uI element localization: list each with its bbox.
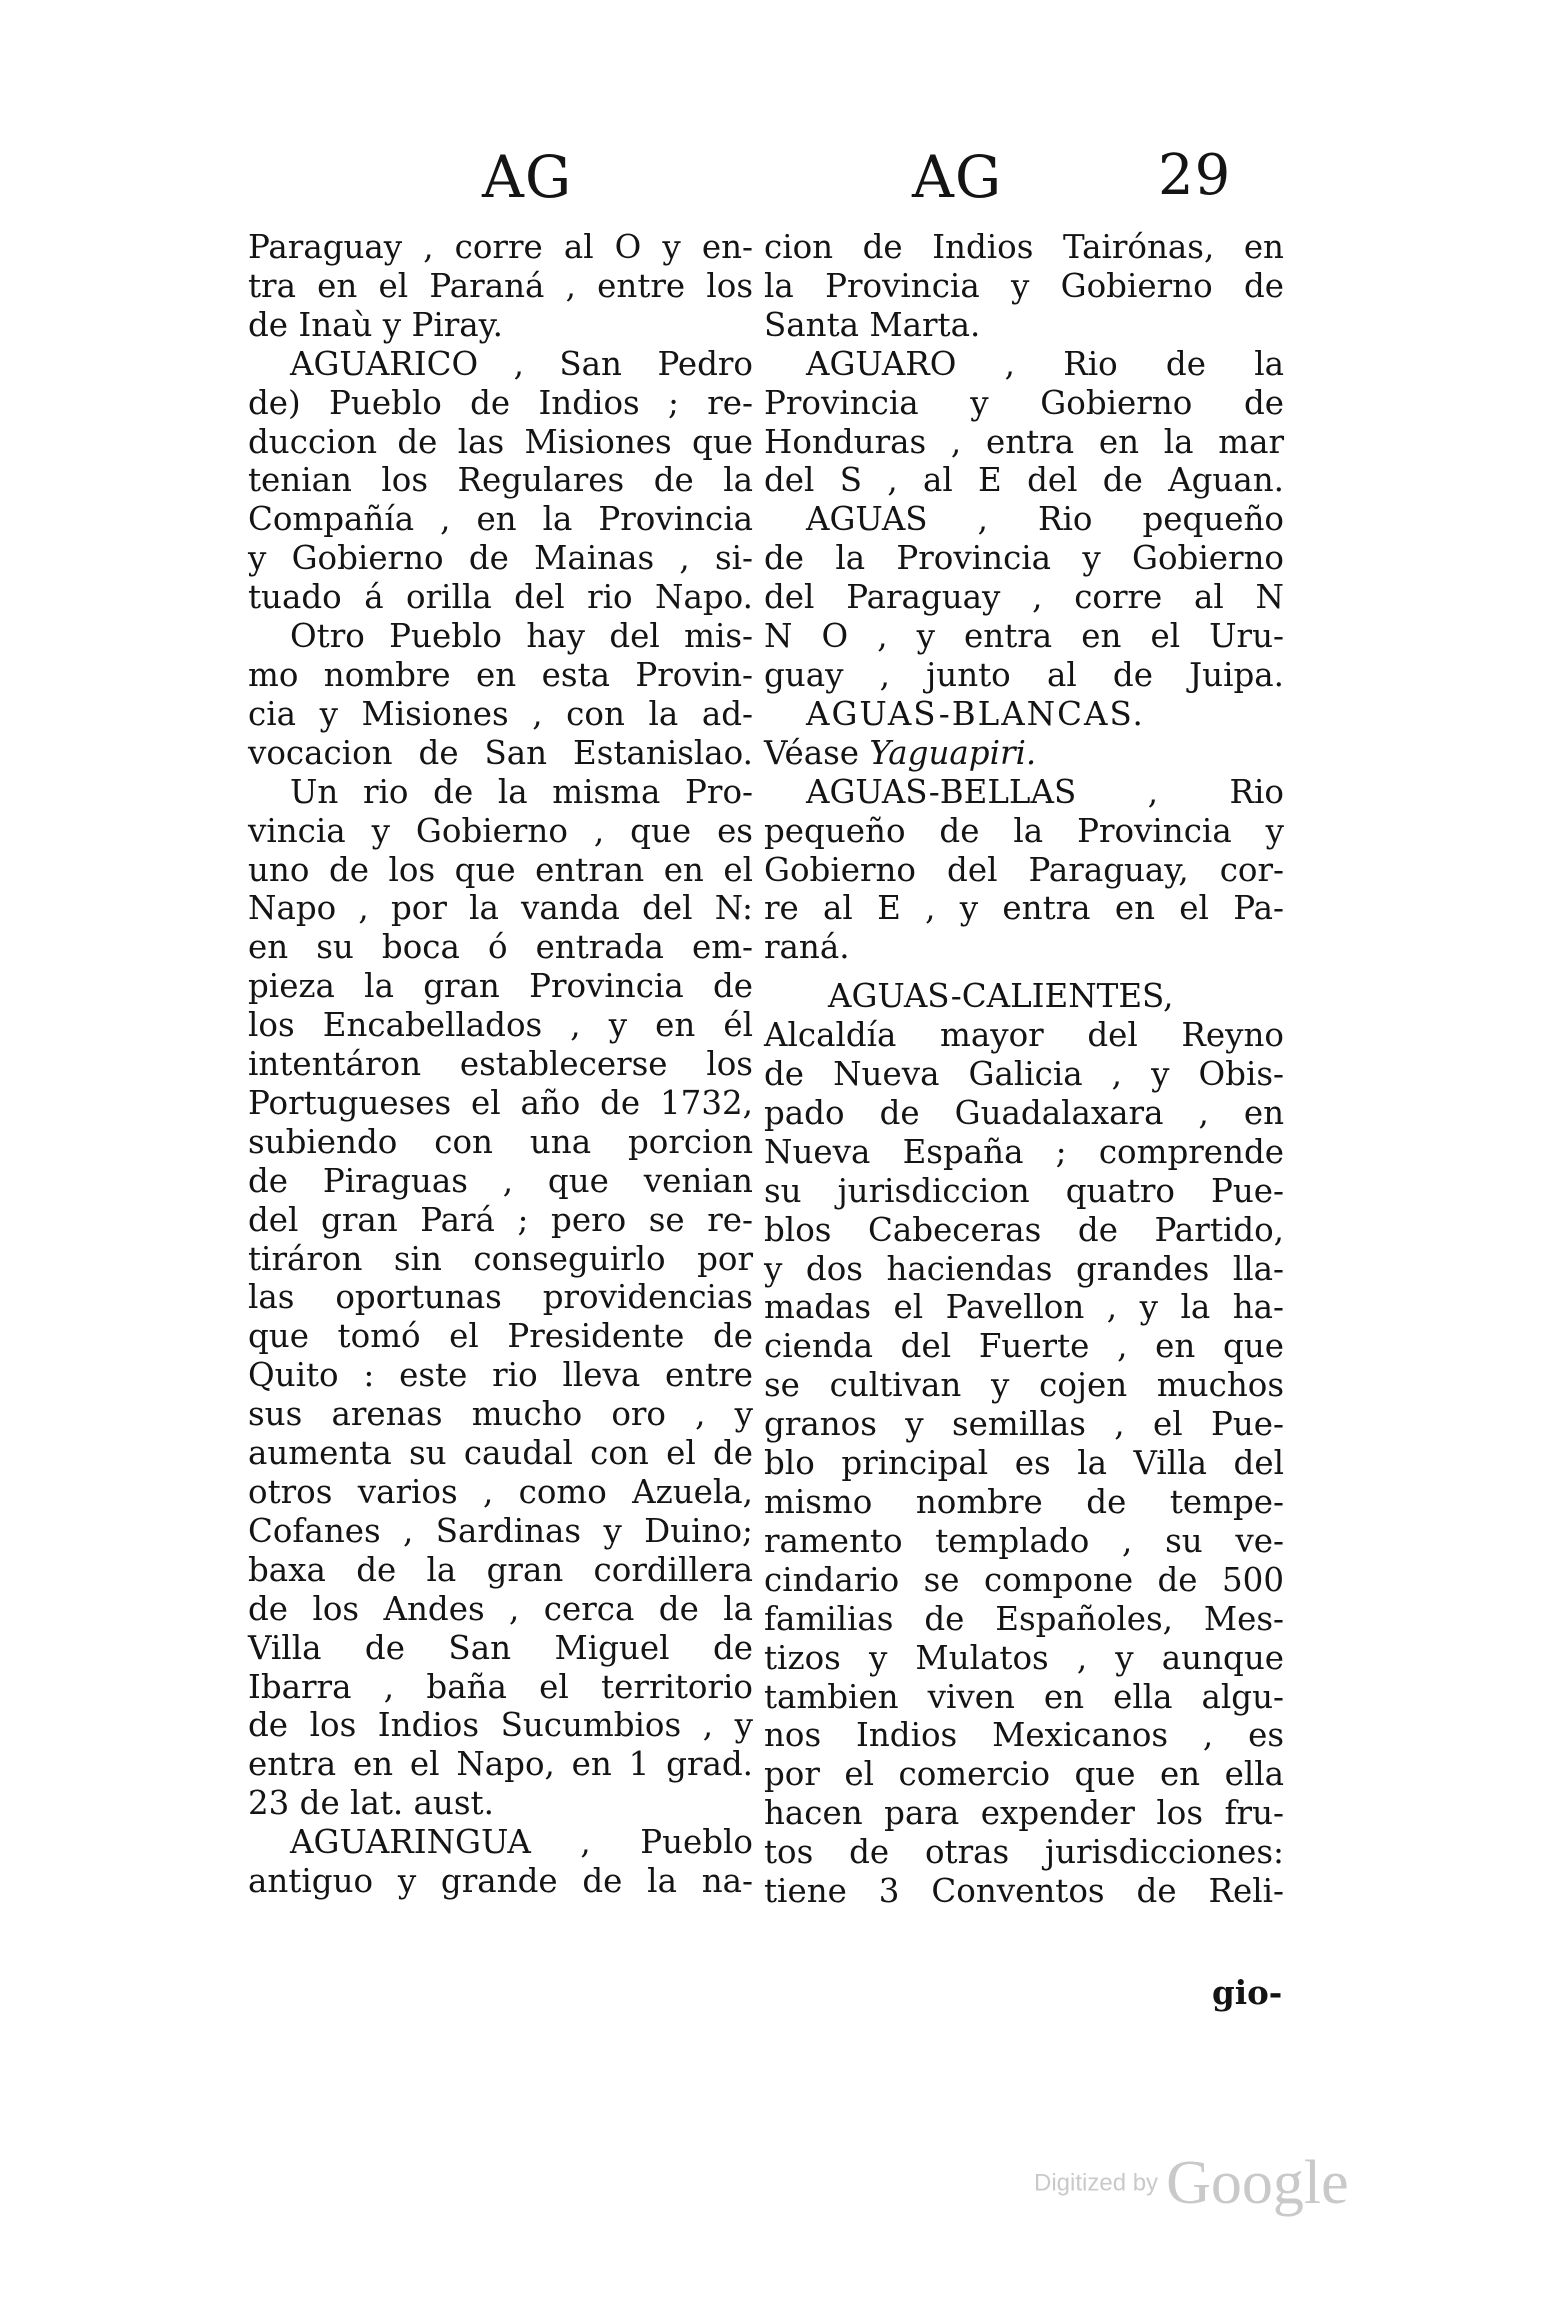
catchword: gio- [1212, 1973, 1283, 2012]
text-line: Compañía , en la Provincia [248, 500, 753, 539]
text-line: Gobierno del Paraguay, cor- [764, 850, 1284, 889]
text-line: del S , al E del de Aguan. [764, 461, 1284, 500]
text-line: de los Andes , cerca de la [248, 1589, 753, 1628]
text-line: blos Cabeceras de Partido, [764, 1210, 1284, 1249]
text-line: raná. [764, 928, 850, 967]
text-line: entra en el Napo, en 1 grad. [248, 1745, 753, 1784]
text-line: Ibarra , baña el territorio [248, 1667, 753, 1706]
left-column [248, 228, 753, 1901]
cross-reference-line [764, 734, 1284, 773]
text-line: granos y semillas , el Pue- [764, 1405, 1284, 1444]
text-line: de) Pueblo de Indios ; re- [248, 383, 753, 422]
text-line: del gran Pará ; pero se re- [248, 1200, 753, 1239]
entry-heading-line: AGUARICO , San Pedro [290, 344, 753, 383]
text-line: subiendo con una porcion [248, 1122, 753, 1161]
text-line: madas el Pavellon , y la ha- [764, 1288, 1284, 1327]
text-line: de Nueva Galicia , y Obis- [764, 1055, 1284, 1094]
entry-heading-line: AGUARINGUA , Pueblo [290, 1823, 753, 1862]
text-line: los Encabellados , y en él [248, 1006, 753, 1045]
text-line: las oportunas providencias [248, 1278, 753, 1317]
text-line: tos de otras jurisdicciones: [764, 1833, 1284, 1872]
text-line: mismo nombre de tempe- [764, 1483, 1284, 1521]
text-line: tambien viven en ella algu- [764, 1677, 1284, 1716]
text-line: Alcaldía mayor del Reyno [764, 1016, 1284, 1055]
text-line: de los Indios Sucumbios , y [248, 1706, 753, 1745]
text-line: pieza la gran Provincia de [248, 967, 753, 1006]
text-line: N O , y entra en el Uru- [764, 617, 1284, 656]
text-line: Paraguay , corre al O y en- [248, 228, 753, 266]
text-line: cindario se compone de 500 [764, 1560, 1284, 1599]
text-line: Quito : este rio lleva entre [248, 1356, 753, 1395]
text-line: Villa de San Miguel de [248, 1628, 753, 1667]
text-line: cion de Indios Tairónas, en [764, 228, 1284, 266]
text-line: otros varios , como Azuela, [248, 1473, 753, 1511]
text-line: Un rio de la misma Pro- [290, 772, 753, 811]
text-line: sus arenas mucho oro , y [248, 1395, 753, 1434]
text-line: tiene 3 Conventos de Reli- [764, 1872, 1284, 1911]
text-line: 23 de lat. aust. [248, 1784, 494, 1823]
text-line: re al E , y entra en el Pa- [764, 889, 1284, 928]
entry-heading-line: AGUAS-BELLAS , Rio [806, 772, 1284, 811]
text-line: Santa Marta. [764, 305, 981, 344]
text-line: Nueva España ; comprende [764, 1132, 1284, 1171]
cross-reference-target: Yaguapiri. [869, 733, 1037, 772]
text-line: Provincia y Gobierno de [764, 383, 1284, 422]
text-line: intentáron establecerse los [248, 1045, 753, 1084]
text-line: del Paraguay , corre al N [764, 578, 1284, 617]
text-line: familias de Españoles, Mes- [764, 1599, 1284, 1638]
entry-heading-line: AGUAS , Rio pequeño [806, 500, 1284, 539]
text-line: de la Provincia y Gobierno [764, 539, 1284, 578]
text-line: tuado á orilla del rio Napo. [248, 578, 753, 617]
text-line: ramento templado , su ve- [764, 1521, 1284, 1560]
text-line: Napo , por la vanda del N: [248, 889, 753, 928]
text-line: tra en el Paraná , entre los [248, 266, 753, 305]
page-number: 29 [1158, 143, 1232, 208]
running-head-right: AG [912, 143, 1003, 211]
digitized-by-google-watermark [1034, 2148, 1349, 2219]
text-line: uno de los que entran en el [248, 850, 753, 889]
text-line: hacen para expender los fru- [764, 1794, 1284, 1833]
right-column [764, 228, 1284, 1911]
text-line: pequeño de la Provincia y [764, 811, 1284, 850]
text-line: en su boca ó entrada em- [248, 928, 753, 967]
text-line: blo principal es la Villa del [764, 1444, 1284, 1483]
running-head-left: AG [482, 143, 573, 211]
text-line: por el comercio que en ella [764, 1755, 1284, 1794]
text-line: y dos haciendas grandes lla- [764, 1249, 1284, 1288]
text-line: vocacion de San Estanislao. [248, 733, 753, 772]
text-line: guay , junto al de Juipa. [764, 655, 1284, 694]
text-line: baxa de la gran cordillera [248, 1550, 753, 1589]
text-line: vincia y Gobierno , que es [248, 811, 753, 850]
text-line: pado de Guadalaxara , en [764, 1093, 1284, 1132]
text-line: y Gobierno de Mainas , si- [248, 539, 753, 578]
text-line: de Piraguas , que venian [248, 1161, 753, 1200]
google-logo: Google [1166, 2149, 1349, 2217]
text-line: Cofanes , Sardinas y Duino; [248, 1511, 753, 1550]
text-line: de Inaù y Piray. [248, 305, 504, 344]
see-label: Véase [764, 733, 860, 772]
text-line: Honduras , entra en la mar [764, 422, 1284, 461]
text-line: Otro Pueblo hay del mis- [290, 617, 753, 656]
spacer [764, 967, 1284, 977]
text-line: tenian los Regulares de la [248, 461, 753, 500]
text-line: aumenta su caudal con el de [248, 1434, 753, 1473]
text-line: duccion de las Misiones que [248, 422, 753, 461]
text-line: Portugueses el año de 1732, [248, 1083, 753, 1122]
entry-heading-line: AGUAS-BLANCAS. [806, 694, 1145, 733]
text-line: antiguo y grande de la na- [248, 1862, 753, 1901]
text-line: que tomó el Presidente de [248, 1317, 753, 1356]
text-line: su jurisdiccion quatro Pue- [764, 1171, 1284, 1210]
text-line: cia y Misiones , con la ad- [248, 694, 753, 733]
text-line: la Provincia y Gobierno de [764, 266, 1284, 305]
text-line: cienda del Fuerte , en que [764, 1327, 1284, 1366]
text-line: tiráron sin conseguirlo por [248, 1239, 753, 1278]
text-line: tizos y Mulatos , y aunque [764, 1638, 1284, 1677]
text-line: mo nombre en esta Provin- [248, 655, 753, 694]
watermark-prefix: Digitized by [1034, 2169, 1159, 2197]
text-line: se cultivan y cojen muchos [764, 1366, 1284, 1405]
text-line: nos Indios Mexicanos , es [764, 1716, 1284, 1755]
entry-heading-line: AGUARO , Rio de la [806, 344, 1284, 383]
entry-heading-line: AGUAS-CALIENTES, [828, 977, 1174, 1016]
